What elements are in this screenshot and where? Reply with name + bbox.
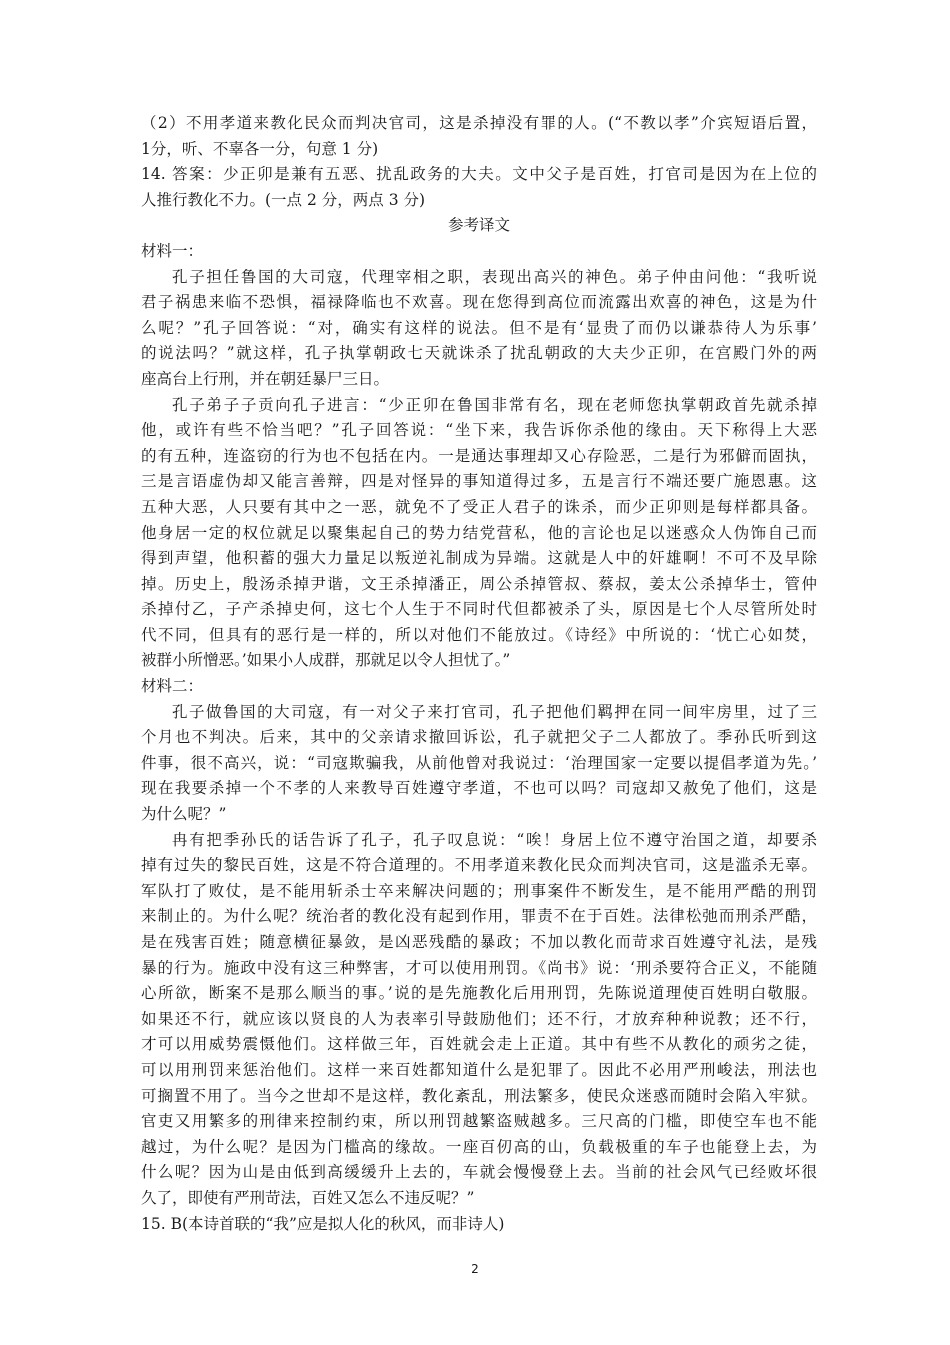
paragraph-line: 孔子担任鲁国的大司寇，代理宰相之职，表现出高兴的神色。弟子仲由问他：“我听说 xyxy=(172,267,817,286)
paragraph-line: 军队打了败仗，是不能用斩杀士卒来解决问题的；刑事案件不断发生，是不能用严酷的刑罚 xyxy=(141,881,817,900)
paragraph-line: 孔子弟子子贡向孔子进言：“少正卯在鲁国非常有名，现在老师您执掌朝政首先就杀掉 xyxy=(172,395,817,414)
paragraph-line: 么呢？”孔子回答说：“对，确实有这样的说法。但不是有‘显贵了而仍以谦恭待人为乐事’ xyxy=(141,318,817,337)
material-2-label: 材料二： xyxy=(141,677,204,696)
paragraph-line: 掉有过失的黎民百姓，这是不符合道理的。不用孝道来教化民众而判决官司，这是滥杀无辜。 xyxy=(141,856,817,875)
paragraph-line: 代不同，但具有的恶行是一样的，所以对他们不能放过。《诗经》中所说的：‘忧亡心如焚， xyxy=(141,625,817,644)
paragraph-line: 如果还不行，就应该以贤良的人为表率引导鼓励他们；还不行，才放弃种种说教；还不行， xyxy=(141,1009,817,1028)
answer-14-line-1: 14. 答案：少正卯是兼有五恶、扰乱政务的大夫。文中父子是百姓，打官司是因为在上位的 xyxy=(141,165,817,184)
paragraph-line: 可以用刑罚来惩治他们。这样一来百姓都知道什么是犯罪了。因此不必用严刑峻法，刑法也 xyxy=(141,1060,817,1079)
material-1-paragraph-2 xyxy=(141,393,817,675)
material-2-paragraph-2 xyxy=(141,828,817,1212)
answer-15: 15. B(本诗首联的“我”应是拟人化的秋风，而非诗人) xyxy=(141,1214,505,1233)
paragraph-line: 被群小所憎恶。’如果小人成群，那就足以令人担忧了。” xyxy=(141,651,511,670)
answer-14-line-2: 人推行教化不力。(一点 2 分，两点 3 分) xyxy=(141,190,426,209)
paragraph-line: 冉有把季孙氏的话告诉了孔子，孔子叹息说：“唉！身居上位不遵守治国之道，却要杀 xyxy=(172,830,817,849)
translation-title: 参考译文 xyxy=(447,216,510,235)
paragraph-line: 五种大恶，人只要有其中之一恶，就免不了受正人君子的诛杀，而少正卯则是每样都具备。 xyxy=(141,497,817,516)
paragraph-line: 越过，为什么呢？是因为门槛高的缘故。一座百仞高的山，负载极重的车子也能登上去，为 xyxy=(141,1137,817,1156)
paragraph-line: 杀掉付乙，子产杀掉史何，这七个人生于不同时代但都被杀了头，原因是七个人尽管所处时 xyxy=(141,600,817,619)
paragraph-line: 的说法吗？”就这样，孔子执掌朝政七天就诛杀了扰乱朝政的大夫少正卯，在宫殿门外的两 xyxy=(141,344,817,363)
paragraph-line: 个月也不判决。后来，其中的父亲请求撤回诉讼，孔子就把父子二人都放了。季孙氏听到这 xyxy=(141,728,817,747)
paragraph-line: 三是言语虚伪却又能言善辩，四是对怪异的事知道得过多，五是言行不端还要广施恩惠。这 xyxy=(141,472,817,491)
paragraph-line: 什么呢？因为山是由低到高缓缓升上去的，车就会慢慢登上去。当前的社会风气已经败坏很 xyxy=(141,1163,817,1182)
material-1-paragraph-1 xyxy=(141,265,817,393)
page-number: 2 xyxy=(471,1262,479,1276)
paragraph-line: 现在我要杀掉一个不孝的人来教导百姓遵守孝道，不也可以吗？司寇却又赦免了他们，这是 xyxy=(141,779,817,798)
paragraph-line: 座高台上行刑，并在朝廷暴尸三日。 xyxy=(141,369,390,388)
paragraph-line: 久了，即使有严刑苛法，百姓又怎么不违反呢？” xyxy=(141,1188,475,1207)
paragraph-line: 的有五种，连盗窃的行为也不包括在内。一是通达事理却又心存险恶，二是行为邪僻而固执， xyxy=(141,446,817,465)
paragraph-line: 他，或许有些不恰当吧？”孔子回答说：“坐下来，我告诉你杀他的缘由。天下称得上大恶 xyxy=(141,421,817,440)
paragraph-line: 件事，很不高兴，说：“司寇欺骗我，从前他曾对我说过：‘治理国家一定要以提倡孝道为先。’ xyxy=(141,753,817,772)
paragraph-line: 心所欲，断案不是那么顺当的事。’说的是先施教化后用刑罚，先陈说道理使百姓明白敬服。 xyxy=(141,984,817,1003)
document-page xyxy=(141,111,817,1237)
material-1-label: 材料一： xyxy=(141,241,204,260)
paragraph-line: 得到声望，他积蓄的强大力量足以叛逆礼制成为异端。这就是人中的奸雄啊！不可不及早除 xyxy=(141,549,817,568)
paragraph-line: 才可以用威势震慑他们。这样做三年，百姓就会走上正道。其中有些不从教化的顽劣之徒， xyxy=(141,1035,817,1054)
paragraph-line: 他身居一定的权位就足以聚集起自己的势力结党营私，他的言论也足以迷惑众人伪饰自己而 xyxy=(141,523,817,542)
paragraph-line: 为什么呢？” xyxy=(141,805,227,824)
answer-13-2-line-2: 1分，听、不辜各一分，句意 1 分) xyxy=(141,139,379,158)
paragraph-line: 掉。历史上，殷汤杀掉尹谐，文王杀掉潘正，周公杀掉管叔、蔡叔，姜太公杀掉华士，管仲 xyxy=(141,574,817,593)
paragraph-line: 暴的行为。施政中没有这三种弊害，才可以使用刑罚。《尚书》说：‘刑杀要符合正义，不能随 xyxy=(141,958,817,977)
paragraph-line: 是在残害百姓；随意横征暴敛，是凶恶残酷的暴政；不加以教化而苛求百姓遵守礼法，是残 xyxy=(141,933,817,951)
material-2-paragraph-1 xyxy=(141,700,817,828)
paragraph-line: 君子祸患来临不恐惧，福禄降临也不欢喜。现在您得到高位而流露出欢喜的神色，这是为什 xyxy=(141,293,817,312)
paragraph-line: 可搁置不用了。当今之世却不是这样，教化紊乱，刑法繁多，使民众迷惑而随时会陷入牢狱。 xyxy=(141,1086,817,1105)
paragraph-line: 孔子做鲁国的大司寇，有一对父子来打官司，孔子把他们羁押在同一间牢房里，过了三 xyxy=(172,702,817,721)
paragraph-line: 官吏又用繁多的刑律来控制约束，所以刑罚越繁盗贼越多。三尺高的门槛，即使空车也不能 xyxy=(141,1112,817,1131)
answer-13-2-line-1: （2）不用孝道来教化民众而判决官司，这是杀掉没有罪的人。(“不教以孝”介宾短语后置， xyxy=(141,114,817,132)
paragraph-line: 来制止的。为什么呢？统治者的教化没有起到作用，罪责不在于百姓。法律松弛而刑杀严酷， xyxy=(141,907,817,926)
